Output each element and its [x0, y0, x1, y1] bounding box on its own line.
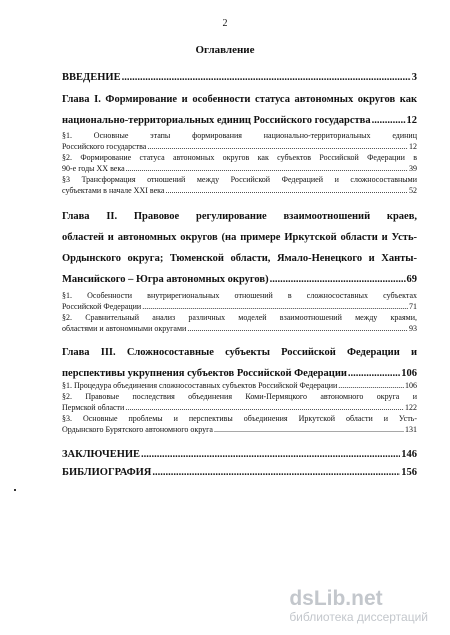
toc-entry-chapter-2[interactable]	[62, 206, 417, 290]
chapter-title-line: Глава II. Правовое регулирование взаимоотношений краев,	[62, 211, 417, 222]
chapter-title-line: национально-территориальных единиц Российского государства	[62, 115, 371, 126]
page-title: Оглавление	[195, 44, 255, 56]
watermark-subtitle: библиотека диссертаций	[289, 610, 428, 624]
section-title-line: §3 Трансформация отношений между Российской Федерацией и сложносоставными	[62, 175, 417, 184]
toc-page: 131	[405, 425, 417, 434]
section-title-line: §1. Особенности внутрирегиональных отношений в сложносоставных субъектах	[62, 291, 417, 300]
section-title-line: областями и автономными округами	[62, 324, 187, 333]
chapter-title-line: Ордынского округа; Тюменской области, Ямало-Ненецкого и Ханты-	[62, 253, 417, 264]
toc-label: БИБЛИОГРАФИЯ	[62, 467, 152, 478]
toc-leader-dots	[338, 380, 404, 391]
toc-section-3-2[interactable]	[62, 391, 417, 413]
toc-leader-dots	[142, 301, 408, 312]
toc-section-2-2[interactable]	[62, 312, 417, 334]
toc-section-2-1[interactable]	[62, 290, 417, 312]
toc-page: 52	[409, 186, 417, 195]
toc-leader-dots	[147, 141, 408, 152]
toc-entry-chapter-3[interactable]	[62, 342, 417, 384]
toc-entry-chapter-1[interactable]	[62, 89, 417, 131]
section-title-line: Пермской области	[62, 403, 125, 412]
toc-page: 71	[409, 302, 417, 311]
toc-section-1-1[interactable]	[62, 130, 417, 152]
section-title-line: Российской Федерации	[62, 302, 142, 311]
watermark	[289, 588, 428, 624]
toc-page: 39	[409, 164, 417, 173]
section-title-line: §3. Основные проблемы и перспективы объединения Иркутской области и Усть-	[62, 414, 417, 423]
toc-leader-dots	[214, 424, 404, 435]
chapter-title-line: Глава I. Формирование и особенности статуса автономных округов как	[62, 94, 417, 105]
toc-leader-dots	[122, 68, 411, 88]
section-title-line: Ордынского Бурятского автономного округа	[62, 425, 213, 434]
toc-leader-dots	[126, 163, 408, 174]
toc-page: 69	[406, 274, 417, 285]
chapter-title-line: перспективы укрупнения субъектов Российской Федерации	[62, 368, 347, 379]
toc-section-1-2[interactable]	[62, 152, 417, 174]
toc-leader-dots	[141, 445, 400, 465]
toc-leader-dots	[125, 402, 404, 413]
section-title-line: §1. Основные этапы формирования национально-территориальных единиц	[62, 131, 417, 140]
toc-label: ВВЕДЕНИЕ	[62, 72, 121, 83]
toc-label: ЗАКЛЮЧЕНИЕ	[62, 449, 141, 460]
toc-page: 12	[406, 115, 417, 126]
toc-page: 122	[405, 403, 417, 412]
chapter-title-line: Мансийского – Югра автономных округов)	[62, 274, 269, 285]
section-title-line: §2. Сравнительный анализ различных моделей взаимоотношений между краями,	[62, 313, 417, 322]
toc-page: 106	[405, 381, 417, 390]
section-title-line: 90-е годы XX века	[62, 164, 125, 173]
chapter-title-line: Глава III. Сложносоставные субъекты Российской Федерации и	[62, 347, 417, 358]
toc-leader-dots	[187, 323, 408, 334]
section-title-line: §2. Формирование статуса автономных округов как субъектов Российской Федерации в	[62, 153, 417, 162]
toc-leader-dots	[372, 110, 406, 131]
toc-leader-dots	[152, 463, 400, 483]
toc-section-1-3[interactable]	[62, 174, 417, 196]
toc-page: 3	[411, 72, 417, 83]
toc-page: 106	[401, 368, 417, 379]
toc-section-3-1[interactable]	[62, 380, 417, 391]
toc-leader-dots	[165, 185, 408, 196]
section-title-line: §2. Правовые последствия объединения Коми-Пермяцкого автономного округа и	[62, 392, 417, 401]
toc-page: 12	[409, 142, 417, 151]
toc-page: 146	[401, 449, 417, 460]
watermark-logo: dsLib.net	[289, 587, 383, 610]
toc-section-3-3[interactable]	[62, 413, 417, 435]
scan-mark	[14, 489, 16, 491]
toc-page: 93	[409, 324, 417, 333]
toc-entry-bibliography[interactable]	[62, 463, 417, 483]
section-title-line: §1. Процедура объединения сложносоставных субъектов Российской Федерации	[62, 381, 338, 390]
toc-leader-dots	[270, 269, 406, 290]
page-number: 2	[222, 18, 228, 29]
toc-entry-conclusion[interactable]	[62, 445, 417, 465]
toc-entry-introduction[interactable]	[62, 68, 417, 88]
section-title-line: Российского государства	[62, 142, 147, 151]
toc-page: 156	[401, 467, 417, 478]
chapter-title-line: областей и автономных округов (на примере Иркутской области и Усть-	[62, 232, 417, 243]
section-title-line: субъектами в начале XXI века	[62, 186, 165, 195]
